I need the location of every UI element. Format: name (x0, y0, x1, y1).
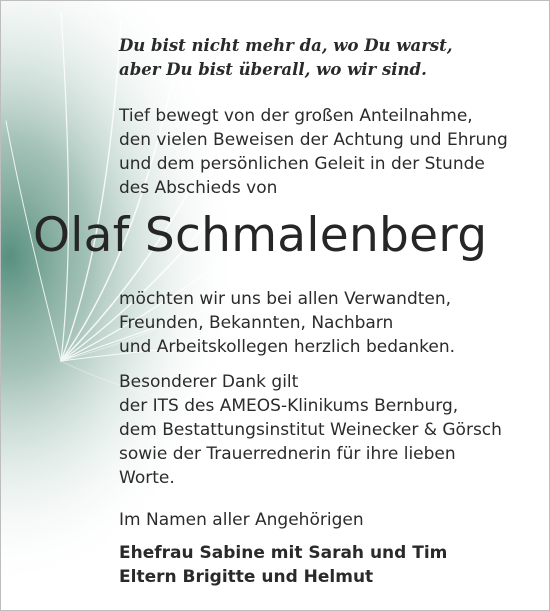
text-line: möchten wir uns bei allen Verwandten, (119, 289, 452, 309)
text-line: Worte. (119, 468, 175, 488)
signatures (119, 541, 447, 589)
text-line: Tief bewegt von der großen Anteilnahme, (119, 106, 473, 126)
text-line: Im Namen aller Angehörigen (119, 510, 364, 530)
text-line: dem Bestattungsinstitut Weinecker & Görsch (119, 420, 502, 440)
text-line: sowie der Trauerrednerin für ihre lieben (119, 444, 456, 464)
text-line: Freunden, Bekannten, Nachbarn (119, 313, 394, 333)
quote-line: aber Du bist überall, wo wir sind. (119, 60, 427, 79)
thanks-paragraph (119, 287, 455, 359)
signature-line: Ehefrau Sabine mit Sarah und Tim (119, 543, 448, 563)
special-thanks-paragraph (119, 370, 502, 490)
quote-line: Du bist nicht mehr da, wo Du warst, (119, 36, 453, 55)
memorial-quote (119, 34, 453, 82)
intro-paragraph (119, 104, 508, 200)
text-line: den vielen Beweisen der Achtung und Ehrung (119, 130, 508, 150)
text-line: und dem persönlichen Geleit in der Stunde (119, 154, 485, 174)
deceased-name: Olaf Schmalenberg (33, 208, 488, 263)
text-line: Besonderer Dank gilt (119, 372, 299, 392)
text-line: des Abschieds von (119, 178, 278, 198)
text-line: der ITS des AMEOS-Klinikums Bernburg, (119, 396, 459, 416)
closing-line (119, 508, 364, 532)
signature-line: Eltern Brigitte und Helmut (119, 567, 374, 587)
text-line: und Arbeitskollegen herzlich bedanken. (119, 337, 456, 357)
